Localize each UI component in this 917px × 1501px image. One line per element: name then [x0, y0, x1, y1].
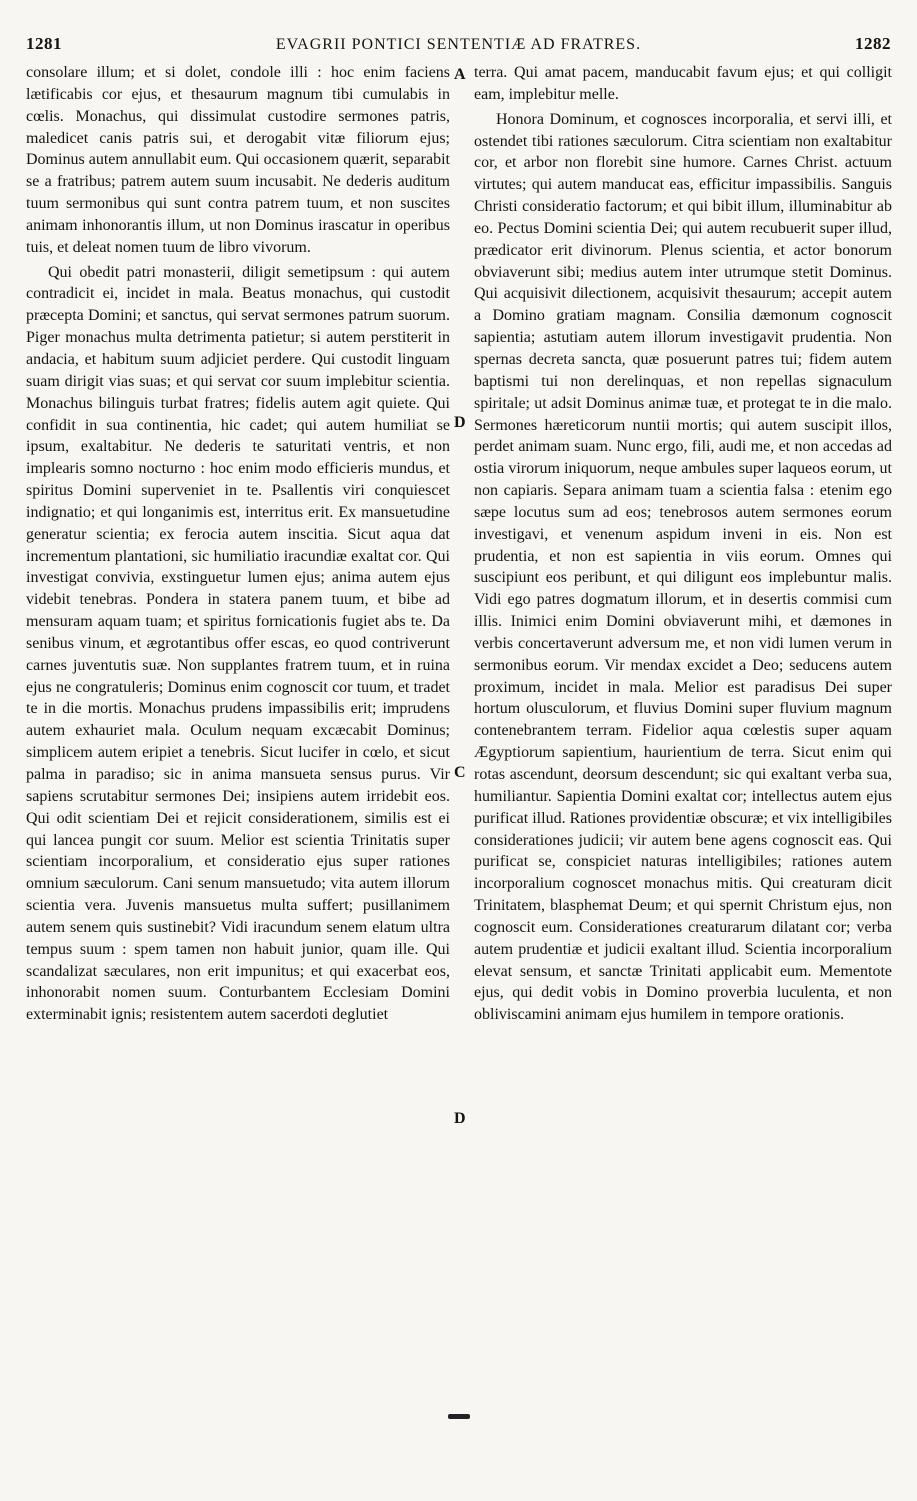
left-page-number: 1281	[26, 34, 62, 53]
running-header	[26, 34, 891, 56]
left-paragraph-2: Qui obedit patri monasterii, diligit semetipsum : qui autem contradicit ei, incidet in mala. Beatus monachus, qui custodit præcepta Domini; et sanctus, qui servat sermones patrum suorum. Piger monachus multa detrimenta patietur; si autem perstiterit in andacia, et habitum suum adjiciet perdere. Qui custodit linguam suam dirigit vias suas; et qui servat cor suum implebitur scientia. Monachus bilinguis turbat fratres; fidelis autem agit quiete. Qui confidit in sua continentia, hic cadet; qui autem humiliat se ipsum, exaltabitur. Ne dederis te saturitati ventris, et non implearis somno nocturno : hoc enim modo efficieris mundus, et spiritus Domini superveniet in te. Psallentis viri conquiescet indignatio; et qui longanimis est, interritus erit. Ex mansuetudine generatur scientia; ex ferocia autem inscitia. Sicut aqua dat incrementum plantationi, sic humiliatio iracundiæ exaltat cor. Qui investigat convivia, exstinguetur lumen ejus; anima autem ejus videbit tenebras. Pondera in statera panem tuum, et bibe ad mensuram aquam tuam; et spiritus fornicationis fugiet abs te. Da senibus vinum, et ægrotantibus offer escas, eo quod contriverunt carnes juventutis suæ. Non supplantes fratrem tuum, et in ruina ejus ne congratuleris; Dominus enim cognoscit cor tuum, et tradet te in die mortis. Monachus prudens impassibilis erit; imprudens autem exhauriet mala. Oculum nequam excæcabit Dominus; simplicem autem eripiet a tenebris. Sicut lucifer in cœlo, et sicut palma in paradiso; sic in anima mansueta sensus purus. Vir sapiens scrutabitur sermones Dei; insipiens autem irridebit eos. Qui odit scientiam Dei et rejicit considerationem, similis est ei qui lancea pungit cor suum. Melior est scientia Trinitatis super scientiam incorporalium, et consideratio ejus super rationes omnium sæculorum. Cani senum mansuetudo; vita autem illorum scientia vera. Juvenis mansuetus multa suffert; pusillanimem autem senem quis sustinebit? Vidi iracundum senem elatum ultra tempus suum : spem tamen non habuit junior, quam ille. Qui scandalizat sæculares, non erit impunitus; et qui exacerbat eos, inhonorabit nomen suum. Conturbantem Ecclesiam Domini exterminabit ignis; resistentem autem sacerdoti deglutiet	[26, 263, 450, 1024]
right-column	[474, 62, 892, 1026]
margin-marker-c: C	[454, 764, 466, 781]
left-paragraph-1: consolare illum; et si dolet, condole illi : hoc enim faciens lætificabis cor ejus, et thesaurum magnum tibi cumulabis in cœlis. Monachus, qui dissimulat custodire sermones patris, maledicet canis patris sui, et derogabit vitæ filiorum ejus; Dominus autem annullabit eum. Qui occasionem quærit, separabit se a fratribus; patrem autem suum incusabit. Ne dederis auditum tuum sermonibus qui sunt contra patrem tuum, et non suscites animam inhonorantis illum, ut non Dominus irascatur in operibus tuis, et deleat nomen tuum de libro vivorum.	[26, 64, 450, 256]
right-paragraph-1: terra. Qui amat pacem, manducabit favum ejus; et qui colligit eam, implebitur melle.	[474, 64, 892, 103]
margin-marker-d: D	[454, 414, 466, 431]
page-footer-ornament	[448, 1414, 470, 1419]
margin-marker-d-lower: D	[454, 1110, 466, 1127]
margin-marker-a: A	[454, 66, 466, 83]
left-column	[26, 62, 450, 1026]
running-title: EVAGRII PONTICI SENTENTIÆ AD FRATRES.	[275, 36, 642, 53]
right-page-number: 1282	[854, 34, 891, 53]
right-paragraph-2: Honora Dominum, et cognosces incorporalia, et servi illi, et ostendet tibi rationes sæculorum. Citra scientiam non exaltabitur cor, et arbor non florebit sine humore. Carnes Christ. actuum virtutes; qui autem manducat eas, efficitur impassibilis. Sanguis Christi consideratio factorum; et qui bibit illum, illuminabitur ab eo. Pectus Domini scientia Dei; qui autem recubuerit super illud, prædicator erit divinorum. Plenus scientia, et actor bonorum obviaverunt sibi; medius autem inter utrumque stetit Dominus. Qui acquisivit dilectionem, acquisivit thesaurum; accepit autem a Domino gratiam magnam. Consilia dæmonum cognoscit sapientia; astutiam autem illorum investigavit prudentia. Non spernas decreta sancta, quæ posuerunt patres tui; fidem autem baptismi tui non derelinquas, et non repellas signaculum spiritale; ut adsit Dominus animæ tuæ, et protegat te in die malo. Sermones hæreticorum nuntii mortis; qui autem suscipit illos, perdet animam suam. Nunc ergo, fili, audi me, et non accedas ad ostia virorum iniquorum, neque ambules super laqueos eorum, ut non capiaris. Separa animam tuam a scientia falsa : etenim ego sæpe locutus sum ad eos; tenebrosos autem sermones eorum investigavi, et venenum aspidum inveni in eis. Non est prudentia, et non est sapientia in viis eorum. Omnes qui suscipiunt eos peribunt, et qui diligunt eos implebuntur malis. Vidi ego patres dogmatum illorum, et in desertis commisi cum illis. Inimici enim Domini obviaverunt mihi, et dæmones in verbis concertaverunt adversum me, et non vidi lumen verum in sermonibus eorum. Vir mendax excidet a Deo; seducens autem proximum, incidet in mala. Melior est paradisus Dei super hortum olusculorum, et fluvius Domini super fluvium magnum contenebrantem terram. Fidelior aqua cœlestis super aquam Ægyptiorum sapientium, haurientium de terra. Sicut enim qui rotas ascendunt, deorsum descendunt; sic qui exaltant verba sua, humiliantur. Sapientia Domini exaltat cor; intellectus autem ejus purificat illud. Rationes providentiæ obscuræ; et vix intelligibiles considerationes judicii; vir autem bene agens cognoscit eas. Qui purificat se, conspiciet naturas intelligibiles; rationes autem incorporalium cognoscet monachus mitis. Qui creaturam dicit Trinitatem, blasphemat Deum; et qui spernit Christum ejus, non cognoscit eum. Considerationes creaturarum dilatant cor; verba autem prudentiæ et judicii exaltant illud. Scientia incorporalium elevat sensum, et sanctæ Trinitati applicabit eum. Mementote ejus, qui dedit vobis in Domino proverbia luculenta, et non obliviscamini animam ejus humilem in tempore orationis.	[474, 110, 892, 1024]
